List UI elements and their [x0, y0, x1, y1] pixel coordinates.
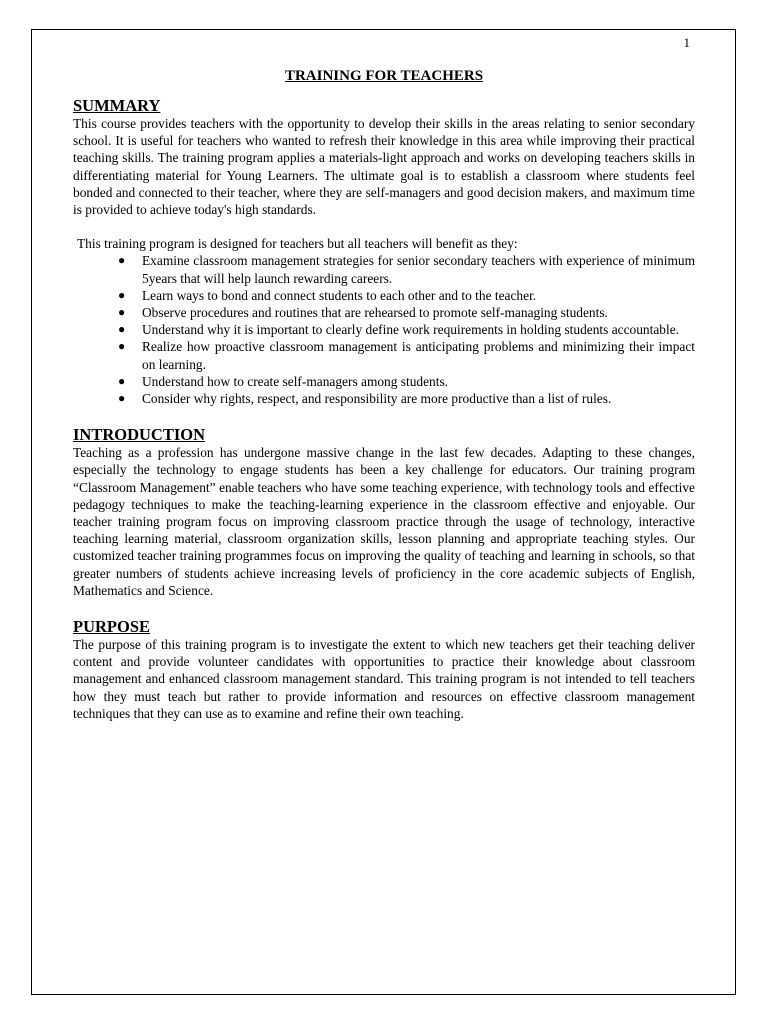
- introduction-paragraph: Teaching as a profession has undergone massive change in the last few decades. Adapting to these changes, especially the technology to engage students has been a key challenge for educators. Our training program “Classroom Management” enable teachers who have some teaching experience, with technology tools and effective pedagogy techniques to make the teaching-learning experience in the classroom effective and enjoyable. Our teacher training program focus on improving classroom practice through the usage of technology, interactive teaching learning material, classroom organization skills, lesson planning and appropriate teaching styles. Our customized teacher training programmes focus on improving the quality of teaching and learning in schools, so that greater numbers of students achieve increasing levels of proficiency in the core academic subjects of English, Mathematics and Science.: [73, 445, 695, 598]
- spacer: [73, 407, 695, 425]
- list-item-text: Examine classroom management strategies for senior secondary teachers with experience of minimum 5years that will help launch rewarding careers.: [142, 253, 695, 286]
- summary-paragraph: This course provides teachers with the opportunity to develop their skills in the areas relating to senior secondary school. It is useful for teachers who wanted to refresh their knowledge in this area while improving their practical teaching skills. The training program applies a materials-light approach and works on developing teachers skills in differentiating material for Young Learners. The ultimate goal is to establish a classroom where students feel bonded and connected to their teacher, where they are self-managers and good decision makers, and maximum time is provided to achieve today's high standards.: [73, 116, 695, 218]
- bullet-icon: ●: [118, 305, 126, 320]
- list-item: [118, 304, 695, 321]
- page-number: 1: [683, 35, 690, 50]
- spacer: [73, 218, 695, 235]
- bullet-icon: ●: [118, 253, 126, 268]
- bullet-icon: ●: [118, 287, 126, 302]
- bullet-icon: ●: [118, 339, 126, 354]
- summary-heading: SUMMARY: [73, 96, 161, 115]
- purpose-heading: PURPOSE: [73, 617, 151, 637]
- list-item-text: Consider why rights, respect, and responsibility are more productive than a list of rules.: [142, 391, 612, 407]
- list-item-text: Understand how to create self-managers among students.: [142, 373, 449, 389]
- purpose-paragraph: The purpose of this training program is to investigate the extent to which new teachers get their teaching deliver content and provide volunteer candidates with opportunities to practice their knowledge about classroom management and enhanced classroom management standard. This training program is not intended to tell teachers how they must teach but rather to provide information and resources on effective classroom management techniques that they can use as to examine and refine their own teaching.: [73, 637, 695, 721]
- list-item: [118, 287, 695, 304]
- introduction-section: [73, 425, 695, 599]
- bullet-icon: ●: [118, 391, 126, 406]
- introduction-heading: INTRODUCTION: [73, 425, 206, 445]
- document-body: [73, 66, 695, 722]
- bullet-icon: ●: [118, 373, 126, 388]
- bullet-icon: ●: [118, 322, 126, 337]
- list-item-text: Learn ways to bond and connect students to each other and to the teacher.: [142, 287, 537, 303]
- list-item: [118, 321, 695, 338]
- list-item: [118, 390, 695, 407]
- list-item-text: Observe procedures and routines that are rehearsed to promote self-managing students.: [142, 305, 608, 321]
- list-item: [118, 338, 695, 372]
- purpose-section: [73, 617, 695, 722]
- benefits-intro: This training program is designed for teachers but all teachers will benefit as they:: [77, 236, 518, 252]
- list-item-text: Realize how proactive classroom management is anticipating problems and minimizing their impact on learning.: [142, 339, 695, 372]
- list-item-text: Understand why it is important to clearly define work requirements in holding students accountable.: [142, 322, 679, 338]
- summary-section: [73, 96, 695, 407]
- benefits-list: [73, 252, 695, 407]
- list-item: [118, 373, 695, 390]
- document-title: TRAINING FOR TEACHERS: [284, 68, 484, 84]
- list-item: [118, 252, 695, 286]
- spacer: [73, 599, 695, 617]
